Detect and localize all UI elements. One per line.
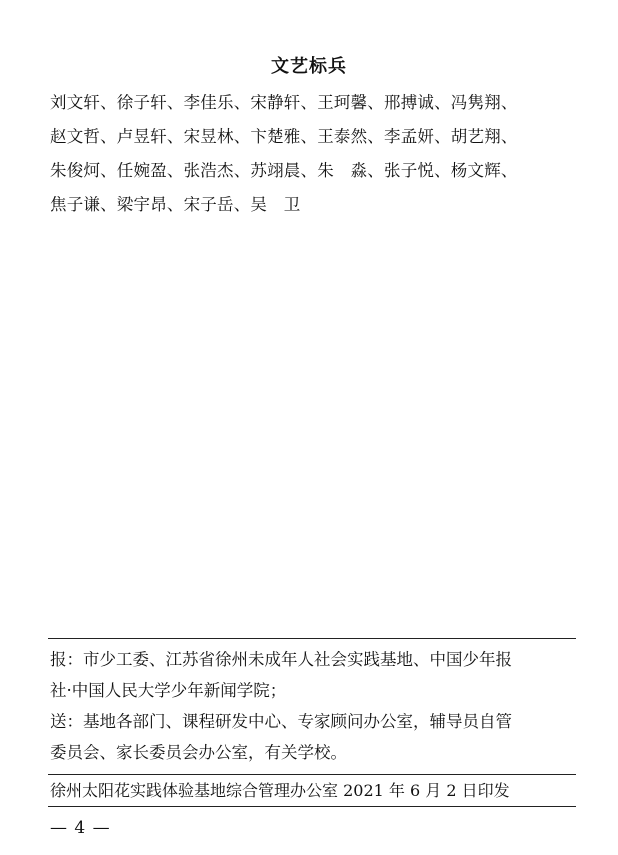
- divider-middle: [48, 774, 576, 775]
- report-to-line: 报：市少工委、江苏省徐州未成年人社会实践基地、中国少年报: [50, 650, 512, 669]
- send-to-line: 送：基地各部门、课程研发中心、专家顾问办公室，辅导员自管: [50, 712, 512, 731]
- name-list-line: 焦子谦、梁宇昂、宋子岳、吴 卫: [50, 195, 301, 214]
- section-title: 文艺标兵: [271, 56, 347, 77]
- distribution-block: [50, 644, 580, 768]
- divider-bottom: [48, 806, 576, 807]
- honoree-name-list: [50, 86, 590, 222]
- send-to-line-continued: 委员会、家长委员会办公室，有关学校。: [50, 743, 347, 762]
- name-list-line: 刘文轩、徐子轩、李佳乐、宋静轩、王珂馨、邢搏诚、冯隽翔、: [50, 93, 518, 112]
- name-list-line: 赵文哲、卢昱轩、宋昱林、卞楚雅、王泰然、李孟妍、胡艺翔、: [50, 127, 518, 146]
- name-list-line: 朱俊炣、任婉盈、张浩杰、苏翊晨、朱 淼、张子悦、杨文辉、: [50, 161, 518, 180]
- page-number: — 4 —: [50, 818, 111, 838]
- report-to-line-continued: 社·中国人民大学少年新闻学院；: [50, 681, 287, 700]
- issuer-line: 徐州太阳花实践体验基地综合管理办公室 2021 年 6 月 2 日印发: [50, 781, 510, 800]
- divider-top: [48, 638, 576, 639]
